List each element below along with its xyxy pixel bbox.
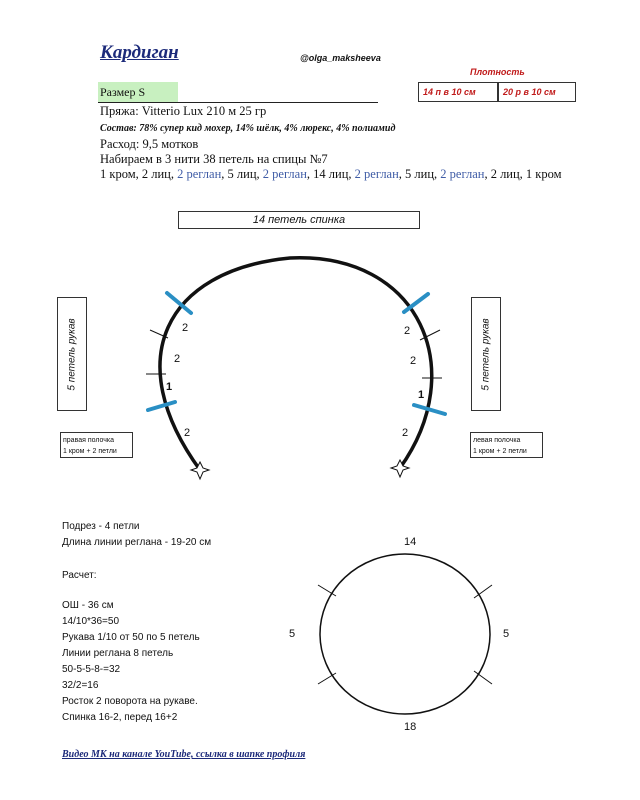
youtube-link[interactable]: Видео МК на канале YouTube, ссылка в шапке профиля (62, 749, 306, 760)
circle-label-top: 14 (404, 536, 417, 548)
yoke-arc (160, 258, 432, 470)
calc-line: Рукава 1/10 от 50 по 5 петель (62, 632, 200, 643)
arc-count: 2 (410, 355, 417, 367)
seq-part: 1 кром, 2 лиц, (100, 167, 178, 181)
neck-circle (320, 554, 490, 714)
cast-on-line: Набираем в 3 нити 38 петель на спицы №7 (100, 152, 328, 166)
calc-line: Спинка 16-2, перед 16+2 (62, 712, 178, 723)
seq-raglan: 2 реглан (262, 167, 307, 181)
tick (318, 673, 336, 684)
circle-ticks (318, 585, 492, 684)
circle-label-bottom: 18 (404, 721, 417, 733)
calc-line: 14/10*36=50 (62, 616, 120, 627)
calc-line: Росток 2 поворота на рукаве. (62, 696, 198, 707)
yarn-line: Пряжа: Vitterio Lux 210 м 25 гр (100, 104, 267, 118)
seq-part: , 14 лиц, (306, 167, 355, 181)
arc-count: 2 (174, 353, 181, 365)
arc-count: 1 (166, 381, 173, 393)
star-icon (191, 462, 209, 479)
calc-line: Линии реглана 8 петель (62, 648, 174, 659)
raglan-marker (148, 402, 175, 410)
calc-title: Расчет: (62, 570, 97, 581)
arc-count: 2 (182, 322, 189, 334)
calc-line: 50-5-5-8-=32 (62, 664, 121, 675)
end-stars (191, 460, 409, 479)
calc-line: ОШ - 36 см (62, 600, 114, 611)
right-sleeve-label: 5 петель рукав (66, 317, 78, 391)
right-front-line1: правая полочка (63, 437, 115, 444)
seq-raglan: 2 реглан (440, 167, 485, 181)
arc-ticks (146, 330, 442, 378)
composition-line: Состав: 78% супер кид мохер, 14% шёлк, 4% люрекс, 4% полиамид (100, 123, 396, 134)
circle-label-right: 5 (503, 628, 510, 640)
page-title: Кардиган (100, 42, 179, 63)
arc-count: 2 (184, 427, 191, 439)
arc-count: 2 (402, 427, 409, 439)
size-label: Размер S (98, 82, 178, 102)
raglan-length-line: Длина линии реглана - 19-20 см (62, 537, 212, 548)
arc-count: 1 (418, 389, 425, 401)
arc-count: 2 (404, 325, 411, 337)
seq-part: , 5 лиц, (398, 167, 441, 181)
seq-part: , 5 лиц, (221, 167, 263, 181)
seq-raglan: 2 реглан (177, 167, 222, 181)
undercut-line: Подрез - 4 петли (62, 521, 140, 532)
left-front-line1: левая полочка (473, 437, 521, 444)
consumption-line: Расход: 9,5 мотков (100, 137, 199, 151)
seq-raglan: 2 реглан (354, 167, 399, 181)
author-handle: @olga_maksheeva (300, 53, 381, 63)
seq-part: , 2 лиц, 1 кром (484, 167, 562, 181)
raglan-markers (148, 293, 445, 414)
left-front-line2: 1 кром + 2 петли (473, 448, 527, 455)
right-front-line2: 1 кром + 2 петли (63, 448, 117, 455)
back-label-box: 14 петель спинка (178, 211, 420, 229)
left-sleeve-label: 5 петель рукав (480, 317, 492, 391)
star-icon (391, 460, 409, 477)
density-title: Плотность (470, 67, 525, 77)
calc-line: 32/2=16 (62, 680, 99, 691)
density-rows-box: 14 п в 10 см (418, 82, 498, 102)
density-stitches-box: 20 р в 10 см (498, 82, 576, 102)
circle-label-left: 5 (289, 628, 296, 640)
